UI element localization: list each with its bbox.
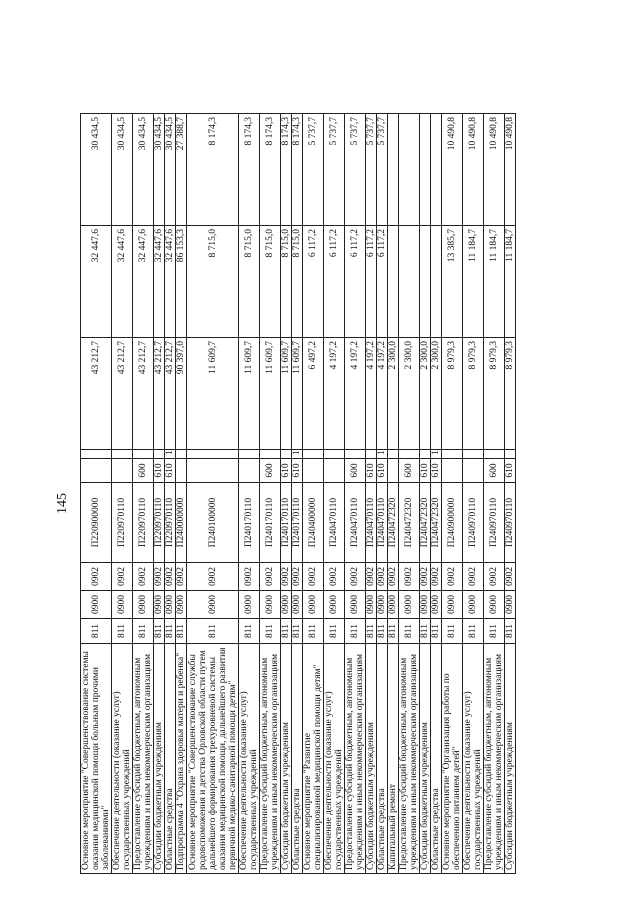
expense-type-code: [187, 459, 239, 483]
amount-year-2: 32 447,6: [81, 226, 112, 338]
section-code: 0900: [133, 591, 154, 619]
grbs-code: 811: [292, 619, 303, 644]
budget-table: [80, 113, 516, 874]
amount-year-1: 6 497,2: [303, 338, 324, 450]
amount-year-2: 32 447,6: [165, 226, 176, 338]
amount-year-1: 4 197,2: [377, 338, 388, 450]
target-article-code: П240170110: [260, 483, 281, 563]
grbs-code: 811: [463, 619, 484, 644]
table-row: [281, 114, 292, 874]
row-description: Предоставление субсидий бюджетным, автономным учреждениям и иным некоммерческим организациям: [133, 644, 154, 874]
source-flag: [239, 450, 260, 459]
table-row: [366, 114, 377, 874]
expense-type-code: [388, 459, 399, 483]
expense-type-code: 600: [345, 459, 366, 483]
amount-year-3: 10 490,8: [484, 114, 505, 226]
amount-year-3: 5 737,7: [366, 114, 377, 226]
row-description: Предоставление субсидий бюджетным, автономным учреждениям и иным некоммерческим организациям: [260, 644, 281, 874]
target-article-code: П240472320: [399, 483, 420, 563]
row-description: Предоставление субсидий бюджетным, автономным учреждениям и иным некоммерческим организациям: [399, 644, 420, 874]
amount-year-2: 6 117,2: [345, 226, 366, 338]
table-row: [484, 114, 505, 874]
amount-year-3: 10 490,8: [463, 114, 484, 226]
source-flag: [442, 450, 463, 459]
source-flag: [388, 450, 399, 459]
grbs-code: 811: [505, 619, 516, 644]
amount-year-1: 8 979,3: [484, 338, 505, 450]
subsection-code: 0902: [239, 563, 260, 591]
section-code: 0900: [484, 591, 505, 619]
target-article-code: П240170110: [292, 483, 303, 563]
table-row: [239, 114, 260, 874]
table-row: [505, 114, 516, 874]
subsection-code: 0902: [442, 563, 463, 591]
source-flag: [324, 450, 345, 459]
amount-year-2: 6 117,2: [303, 226, 324, 338]
expense-type-code: [463, 459, 484, 483]
expense-type-code: [81, 459, 112, 483]
source-flag: [81, 450, 112, 459]
table-row: [442, 114, 463, 874]
subsection-code: 0902: [324, 563, 345, 591]
table-row: [112, 114, 133, 874]
section-code: 0900: [366, 591, 377, 619]
section-code: 0900: [303, 591, 324, 619]
row-description: Основное мероприятие "Развитие специализированной медицинской помощи детям": [303, 644, 324, 874]
grbs-code: 811: [133, 619, 154, 644]
section-code: 0900: [239, 591, 260, 619]
source-flag: [484, 450, 505, 459]
section-code: 0900: [463, 591, 484, 619]
subsection-code: 0902: [366, 563, 377, 591]
subsection-code: 0902: [399, 563, 420, 591]
row-description: Предоставление субсидий бюджетным, автономным учреждениям и иным некоммерческим организациям: [484, 644, 505, 874]
amount-year-1: 43 212,7: [165, 338, 176, 450]
section-code: 0900: [187, 591, 239, 619]
section-code: 0900: [165, 591, 176, 619]
subsection-code: 0902: [292, 563, 303, 591]
subsection-code: 0902: [154, 563, 165, 591]
section-code: 0900: [442, 591, 463, 619]
source-flag: [154, 450, 165, 459]
subsection-code: 0902: [463, 563, 484, 591]
grbs-code: 811: [399, 619, 420, 644]
table-row: [176, 114, 187, 874]
amount-year-3: [431, 114, 442, 226]
page-number: 145: [55, 493, 70, 514]
section-code: 0900: [281, 591, 292, 619]
row-description: Основное мероприятие "Совершенствование службы родовспоможения и детства Орловской области путем дальнейшего формирования трехуровневой системы оказания медицинской помощи, дальнейшего развития первичной медико-санитарной помощи детям": [187, 644, 239, 874]
subsection-code: 0902: [484, 563, 505, 591]
expense-type-code: 610: [505, 459, 516, 483]
amount-year-3: [420, 114, 431, 226]
amount-year-3: 8 174,3: [281, 114, 292, 226]
expense-type-code: [442, 459, 463, 483]
table-row: [388, 114, 399, 874]
amount-year-1: 8 979,3: [505, 338, 516, 450]
amount-year-1: 43 212,7: [133, 338, 154, 450]
amount-year-2: [420, 226, 431, 338]
expense-type-code: 600: [399, 459, 420, 483]
row-description: Областные средства: [431, 644, 442, 874]
target-article-code: П220900000: [81, 483, 112, 563]
rotated-page: [50, 114, 640, 874]
section-code: 0900: [420, 591, 431, 619]
target-article-code: П240472320: [420, 483, 431, 563]
subsection-code: 0902: [345, 563, 366, 591]
section-code: 0900: [81, 591, 112, 619]
subsection-code: 0902: [388, 563, 399, 591]
amount-year-2: 13 385,7: [442, 226, 463, 338]
row-description: Субсидии бюджетным учреждениям: [154, 644, 165, 874]
target-article-code: П240472320: [431, 483, 442, 563]
amount-year-3: 8 174,3: [292, 114, 303, 226]
amount-year-1: 2 300,0: [431, 338, 442, 450]
amount-year-3: 5 737,7: [303, 114, 324, 226]
expense-type-code: 610: [377, 459, 388, 483]
amount-year-1: 8 979,3: [463, 338, 484, 450]
grbs-code: 811: [154, 619, 165, 644]
table-row: [260, 114, 281, 874]
amount-year-3: 30 434,5: [165, 114, 176, 226]
amount-year-2: 8 715,0: [292, 226, 303, 338]
amount-year-3: 30 434,5: [81, 114, 112, 226]
amount-year-2: 8 715,0: [187, 226, 239, 338]
target-article-code: П240900000: [442, 483, 463, 563]
grbs-code: 811: [366, 619, 377, 644]
target-article-code: П240000000: [176, 483, 187, 563]
amount-year-1: 2 300,0: [388, 338, 399, 450]
expense-type-code: 610: [292, 459, 303, 483]
amount-year-3: [388, 114, 399, 226]
grbs-code: 811: [260, 619, 281, 644]
amount-year-3: 10 490,8: [442, 114, 463, 226]
table-row: [463, 114, 484, 874]
amount-year-2: 6 117,2: [324, 226, 345, 338]
amount-year-3: 30 434,5: [112, 114, 133, 226]
amount-year-1: 11 609,7: [187, 338, 239, 450]
amount-year-3: 8 174,3: [187, 114, 239, 226]
amount-year-3: [399, 114, 420, 226]
expense-type-code: [324, 459, 345, 483]
target-article-code: П240470110: [324, 483, 345, 563]
target-article-code: П220970110: [112, 483, 133, 563]
amount-year-2: 11 184,7: [484, 226, 505, 338]
grbs-code: 811: [420, 619, 431, 644]
subsection-code: 0902: [281, 563, 292, 591]
amount-year-3: 30 434,5: [154, 114, 165, 226]
amount-year-1: 4 197,2: [345, 338, 366, 450]
table-row: [399, 114, 420, 874]
section-code: 0900: [324, 591, 345, 619]
section-code: 0900: [399, 591, 420, 619]
grbs-code: 811: [281, 619, 292, 644]
expense-type-code: 600: [133, 459, 154, 483]
target-article-code: П240970110: [463, 483, 484, 563]
amount-year-3: 5 737,7: [377, 114, 388, 226]
table-row: [81, 114, 112, 874]
amount-year-2: 8 715,0: [281, 226, 292, 338]
expense-type-code: 610: [281, 459, 292, 483]
subsection-code: 0902: [165, 563, 176, 591]
source-flag: [420, 450, 431, 459]
amount-year-2: 32 447,6: [154, 226, 165, 338]
expense-type-code: [303, 459, 324, 483]
expense-type-code: 610: [420, 459, 431, 483]
source-flag: [133, 450, 154, 459]
expense-type-code: 600: [260, 459, 281, 483]
table-row: [154, 114, 165, 874]
row-description: Обеспечение деятельности (оказание услуг) государственных учреждений: [112, 644, 133, 874]
target-article-code: П220970110: [133, 483, 154, 563]
section-code: 0900: [154, 591, 165, 619]
grbs-code: 811: [303, 619, 324, 644]
expense-type-code: 610: [154, 459, 165, 483]
expense-type-code: 610: [366, 459, 377, 483]
section-code: 0900: [505, 591, 516, 619]
source-flag: [303, 450, 324, 459]
source-flag: [112, 450, 133, 459]
grbs-code: 811: [239, 619, 260, 644]
grbs-code: 811: [112, 619, 133, 644]
subsection-code: 0902: [420, 563, 431, 591]
amount-year-3: 8 174,3: [239, 114, 260, 226]
expense-type-code: 610: [431, 459, 442, 483]
amount-year-2: 8 715,0: [260, 226, 281, 338]
grbs-code: 811: [442, 619, 463, 644]
row-description: Областные средства: [377, 644, 388, 874]
amount-year-1: 11 609,7: [260, 338, 281, 450]
section-code: 0900: [260, 591, 281, 619]
amount-year-1: 11 609,7: [239, 338, 260, 450]
subsection-code: 0902: [112, 563, 133, 591]
amount-year-3: 10 490,8: [505, 114, 516, 226]
section-code: 0900: [388, 591, 399, 619]
amount-year-2: [399, 226, 420, 338]
grbs-code: 811: [187, 619, 239, 644]
table-row: [377, 114, 388, 874]
target-article-code: П240470110: [366, 483, 377, 563]
table-row: [303, 114, 324, 874]
amount-year-2: [431, 226, 442, 338]
expense-type-code: 600: [484, 459, 505, 483]
source-flag: [505, 450, 516, 459]
amount-year-2: 8 715,0: [239, 226, 260, 338]
amount-year-1: 43 212,7: [154, 338, 165, 450]
grbs-code: 811: [81, 619, 112, 644]
target-article-code: П240170110: [239, 483, 260, 563]
target-article-code: П240470110: [377, 483, 388, 563]
target-article-code: П220970110: [154, 483, 165, 563]
amount-year-1: 11 609,7: [281, 338, 292, 450]
source-flag: [260, 450, 281, 459]
row-description: Областные средства: [292, 644, 303, 874]
source-flag: [463, 450, 484, 459]
source-flag: [187, 450, 239, 459]
source-flag: [345, 450, 366, 459]
grbs-code: 811: [324, 619, 345, 644]
subsection-code: 0902: [81, 563, 112, 591]
table-row: [345, 114, 366, 874]
target-article-code: П240470110: [345, 483, 366, 563]
target-article-code: П220970110: [165, 483, 176, 563]
row-description: Обеспечение деятельности (оказание услуг) государственных учреждений: [324, 644, 345, 874]
expense-type-code: [176, 459, 187, 483]
table-row: [292, 114, 303, 874]
source-flag: [399, 450, 420, 459]
target-article-code: П240472320: [388, 483, 399, 563]
row-description: Капитальный ремонт: [388, 644, 399, 874]
source-flag: [176, 450, 187, 459]
expense-type-code: 610: [165, 459, 176, 483]
amount-year-2: 11 184,7: [463, 226, 484, 338]
section-code: 0900: [431, 591, 442, 619]
row-description: Областные средства: [165, 644, 176, 874]
amount-year-1: 43 212,7: [112, 338, 133, 450]
target-article-code: П240400000: [303, 483, 324, 563]
amount-year-2: 32 447,6: [112, 226, 133, 338]
subsection-code: 0902: [431, 563, 442, 591]
grbs-code: 811: [431, 619, 442, 644]
source-flag: 1: [377, 450, 388, 459]
source-flag: [281, 450, 292, 459]
amount-year-3: 8 174,3: [260, 114, 281, 226]
amount-year-3: 30 434,5: [133, 114, 154, 226]
amount-year-2: 32 447,6: [133, 226, 154, 338]
section-code: 0900: [112, 591, 133, 619]
target-article-code: П240100000: [187, 483, 239, 563]
target-article-code: П240970110: [505, 483, 516, 563]
amount-year-1: 8 979,3: [442, 338, 463, 450]
amount-year-2: 6 117,2: [377, 226, 388, 338]
amount-year-2: 6 117,2: [366, 226, 377, 338]
grbs-code: 811: [176, 619, 187, 644]
row-description: Субсидии бюджетным учреждениям: [366, 644, 377, 874]
subsection-code: 0902: [377, 563, 388, 591]
section-code: 0900: [292, 591, 303, 619]
table-row: [187, 114, 239, 874]
source-flag: [366, 450, 377, 459]
expense-type-code: [239, 459, 260, 483]
target-article-code: П240170110: [281, 483, 292, 563]
amount-year-1: 43 212,7: [81, 338, 112, 450]
amount-year-3: 27 388,7: [176, 114, 187, 226]
table-row: [324, 114, 345, 874]
amount-year-2: 86 153,3: [176, 226, 187, 338]
subsection-code: 0902: [133, 563, 154, 591]
grbs-code: 811: [388, 619, 399, 644]
amount-year-3: 5 737,7: [324, 114, 345, 226]
target-article-code: П240970110: [484, 483, 505, 563]
section-code: 0900: [176, 591, 187, 619]
subsection-code: 0902: [187, 563, 239, 591]
expense-type-code: [112, 459, 133, 483]
table-row: [165, 114, 176, 874]
row-description: Субсидии бюджетным учреждениям: [281, 644, 292, 874]
source-flag: 1: [165, 450, 176, 459]
section-code: 0900: [377, 591, 388, 619]
subsection-code: 0902: [176, 563, 187, 591]
row-description: Предоставление субсидий бюджетным, автономным учреждениям и иным некоммерческим организациям: [345, 644, 366, 874]
grbs-code: 811: [345, 619, 366, 644]
amount-year-3: 5 737,7: [345, 114, 366, 226]
amount-year-2: 11 184,7: [505, 226, 516, 338]
subsection-code: 0902: [303, 563, 324, 591]
subsection-code: 0902: [505, 563, 516, 591]
row-description: Основное мероприятие "Организация работы по обеспечению питанием детей": [442, 644, 463, 874]
amount-year-1: 2 300,0: [420, 338, 431, 450]
source-flag: 1: [431, 450, 442, 459]
section-code: 0900: [345, 591, 366, 619]
amount-year-1: 90 397,0: [176, 338, 187, 450]
row-description: Обеспечение деятельности (оказание услуг) государственных учреждений: [463, 644, 484, 874]
grbs-code: 811: [377, 619, 388, 644]
row-description: Основное мероприятие "Совершенствование системы оказания медицинской помощи больным прочими заболеваниями": [81, 644, 112, 874]
grbs-code: 811: [484, 619, 505, 644]
subsection-code: 0902: [260, 563, 281, 591]
amount-year-2: [388, 226, 399, 338]
grbs-code: 811: [165, 619, 176, 644]
table-row: [133, 114, 154, 874]
row-description: Подпрограмма 4 "Охрана здоровья матери и ребенка": [176, 644, 187, 874]
table-row: [431, 114, 442, 874]
amount-year-1: 4 197,2: [324, 338, 345, 450]
row-description: Субсидии бюджетным учреждениям: [420, 644, 431, 874]
amount-year-1: 2 300,0: [399, 338, 420, 450]
source-flag: 1: [292, 450, 303, 459]
table-body: [81, 114, 516, 874]
row-description: Обеспечение деятельности (оказание услуг) государственных учреждений: [239, 644, 260, 874]
amount-year-1: 11 609,7: [292, 338, 303, 450]
table-row: [420, 114, 431, 874]
amount-year-1: 4 197,2: [366, 338, 377, 450]
row-description: Субсидии бюджетным учреждениям: [505, 644, 516, 874]
